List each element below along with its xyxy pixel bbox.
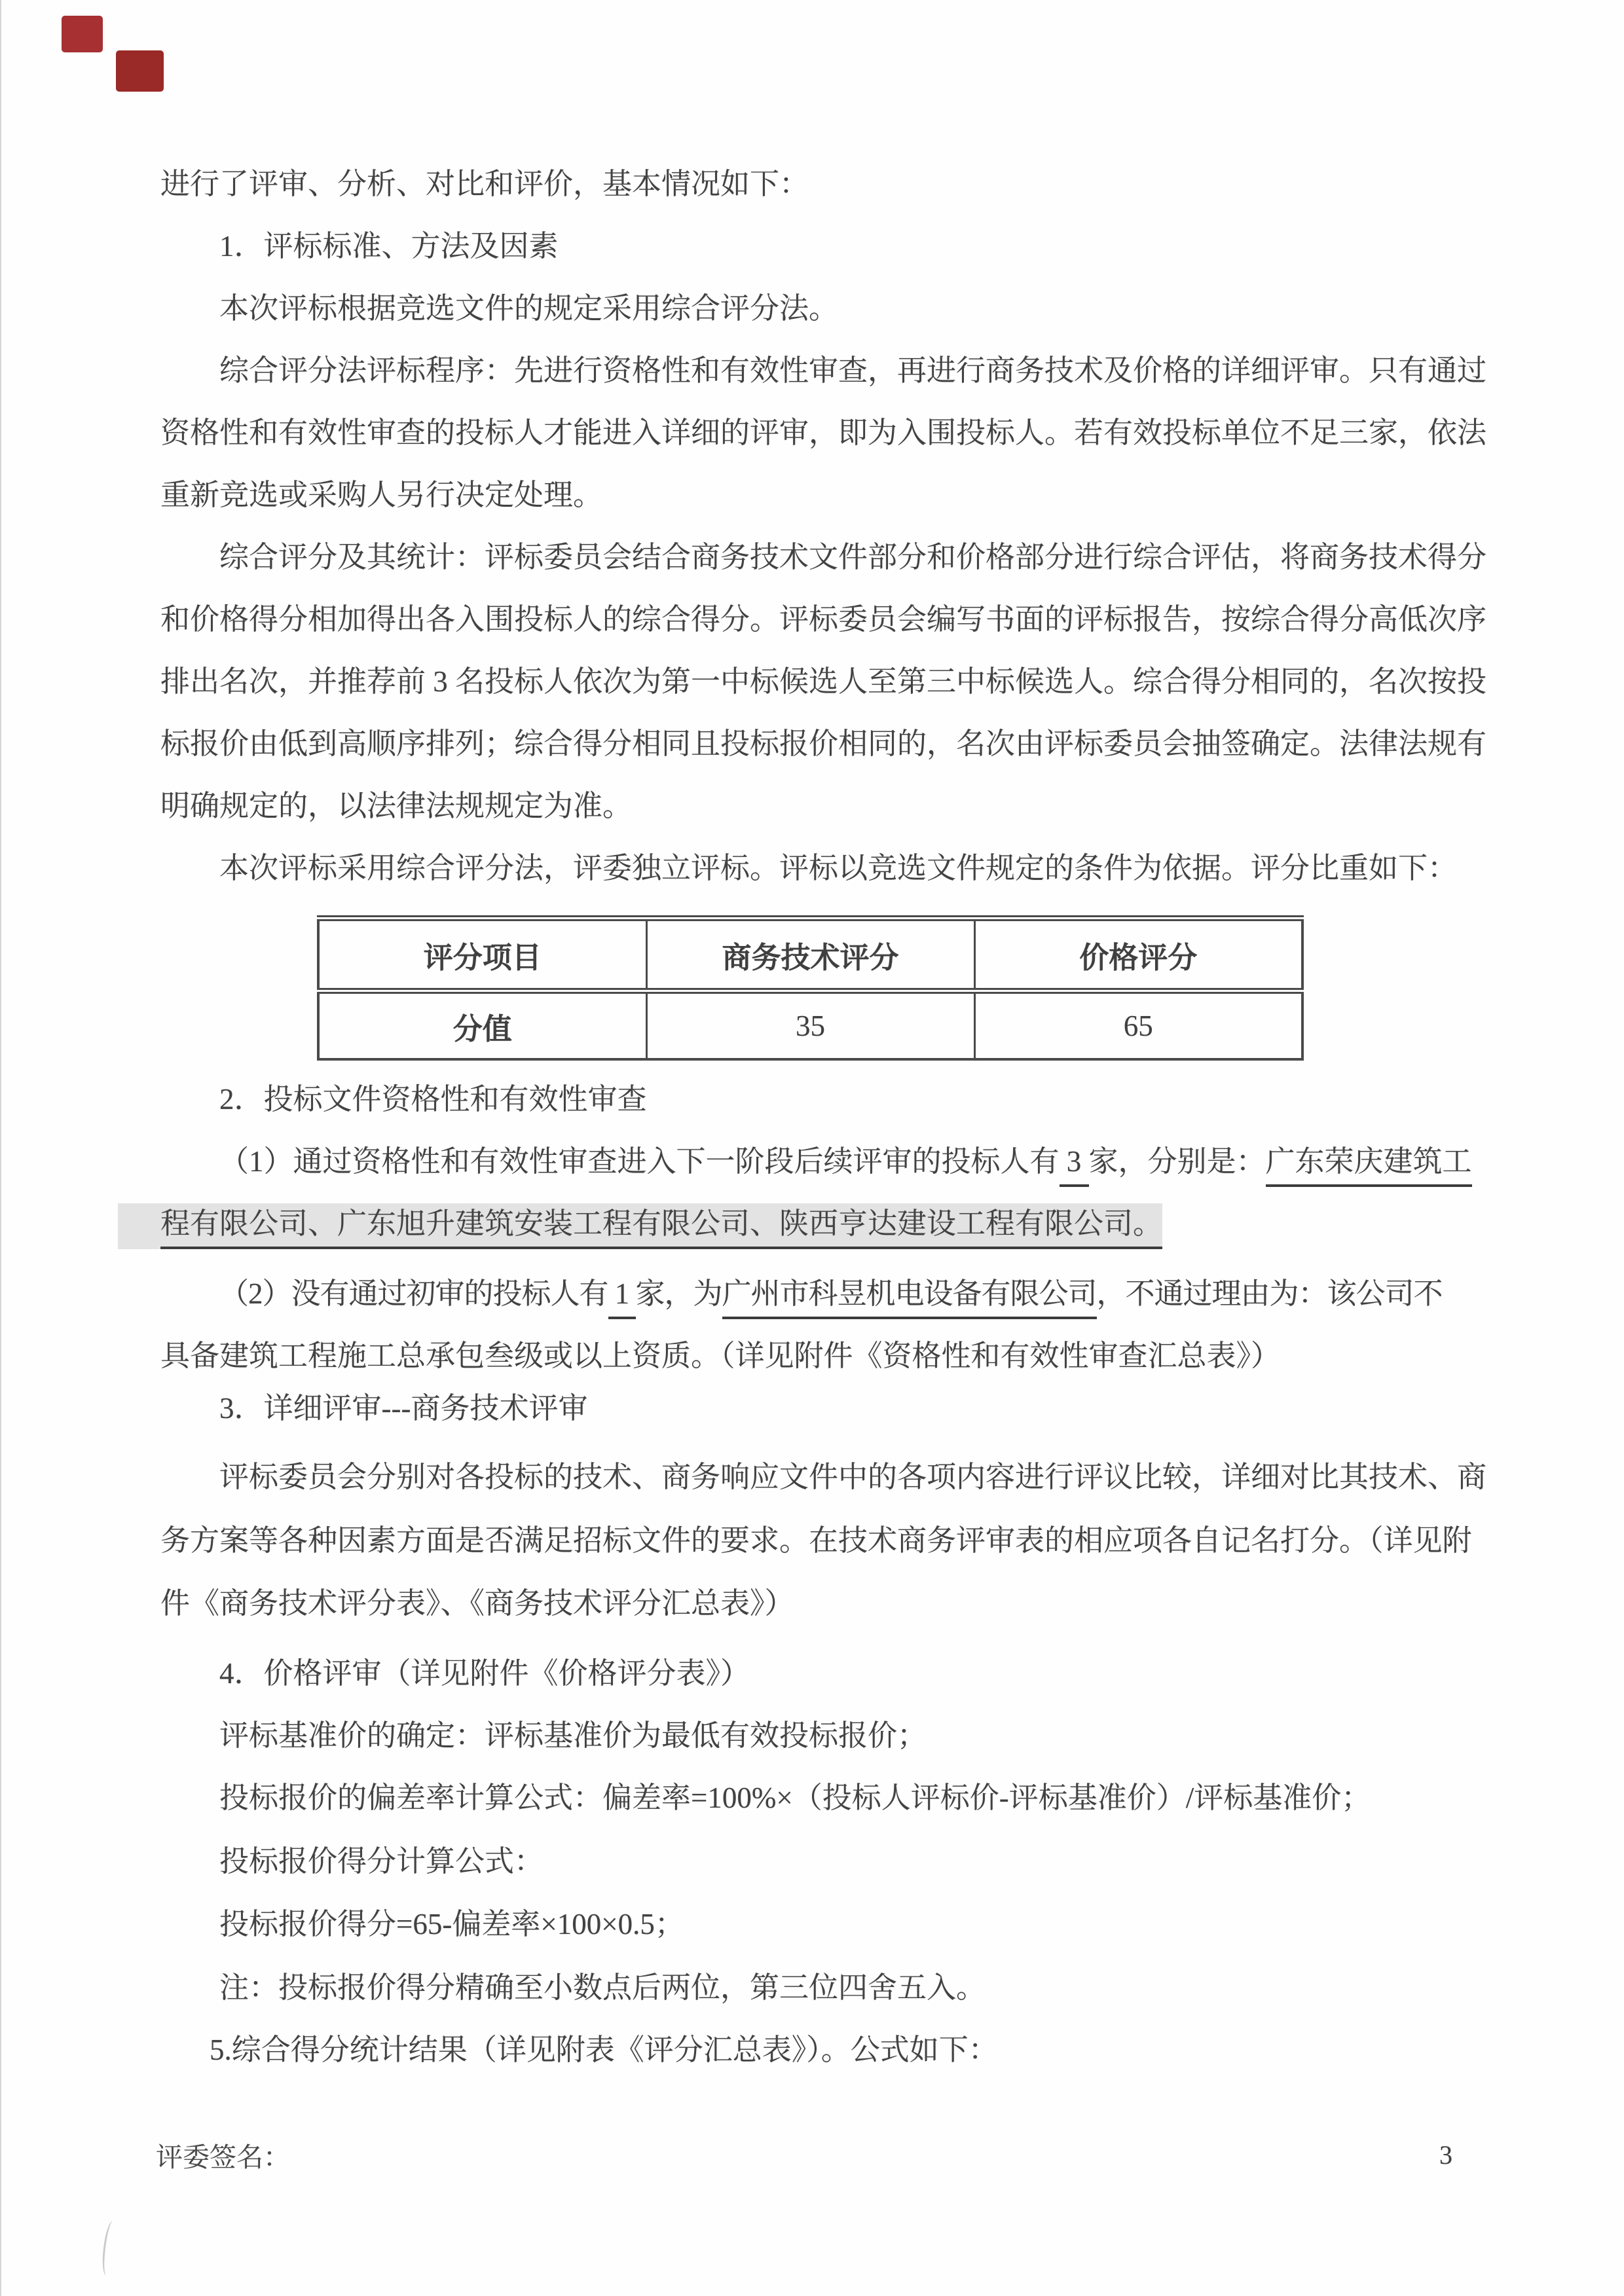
text-segment: 评标委员会分别对各投标的技术、商务响应文件中的各项内容进行评议比较，详细对比其技术、商 (219, 1461, 1487, 1493)
underlined-text: 3 (1060, 1141, 1089, 1187)
text-segment: 家，为 (635, 1277, 722, 1310)
text-segment: 5.综合得分统计结果（详见附表《评分汇总表》）。公式如下： (210, 2033, 998, 2066)
text-segment: （1）通过资格性和有效性审查进入下一阶段后续评审的投标人有 (219, 1145, 1060, 1178)
underlined-text: 广州市科昱机电设备有限公司 (722, 1273, 1097, 1319)
scan-artifact (100, 2220, 119, 2276)
text-segment: 综合评分法评标程序：先进行资格性和有效性审查，再进行商务技术及价格的详细评审。只有通过 (219, 354, 1487, 387)
text-line (219, 1653, 750, 1694)
text-line (219, 1967, 986, 2008)
page-number: 3 (1439, 2140, 1452, 2170)
text-segment: 务方案等各种因素方面是否满足招标文件的要求。在技术商务评审表的相应项各自记名打分。（详见附 (160, 1524, 1472, 1557)
text-line (160, 661, 1486, 702)
score-weight-table-header (318, 919, 1302, 991)
text-segment: 件《商务技术评分表》、《商务技术评分汇总表》） (160, 1587, 794, 1620)
text-segment: 明确规定的，以法律法规规定为准。 (160, 790, 633, 822)
text-line (219, 226, 559, 266)
text-line (219, 1715, 927, 1756)
text-line (160, 1583, 794, 1624)
text-segment: 排出名次，并推荐前 3 名投标人依次为第一中标候选人至第三中标候选人。综合得分相同的，名次按投 (160, 665, 1487, 698)
text-segment: 2．投标文件资格性和有效性审查 (219, 1083, 647, 1116)
text-segment: 投标报价得分计算公式： (219, 1845, 544, 1878)
text-line (160, 164, 809, 204)
signature-label: 评委签名： (156, 2142, 290, 2172)
text-line (160, 723, 1486, 764)
table-header-cell: 价格评分 (974, 919, 1302, 991)
table-row (318, 991, 1302, 1060)
text-line (160, 1203, 1162, 1249)
text-line (219, 1841, 544, 1882)
text-line (160, 475, 602, 515)
table-cell: 35 (646, 991, 974, 1060)
text-segment: 本次评标根据竞选文件的规定采用综合评分法。 (219, 292, 839, 325)
text-line (219, 1141, 1472, 1187)
score-weight-table (317, 915, 1304, 1061)
underlined-text: 程有限公司、广东旭升建筑安装工程有限公司、陕西亨达建设工程有限公司。 (160, 1203, 1162, 1249)
text-line (160, 412, 1486, 453)
table-header-cell: 评分项目 (318, 919, 646, 991)
red-stamp-mark-2 (116, 50, 164, 92)
text-line (219, 350, 1486, 391)
text-segment: 1．评标标准、方法及因素 (219, 230, 559, 263)
table-header-cell: 商务技术评分 (646, 919, 974, 991)
text-line (210, 2030, 998, 2070)
text-segment: （2）没有通过初审的投标人有 (219, 1277, 608, 1310)
table-cell: 65 (974, 991, 1302, 1060)
text-segment: ，不通过理由为：该公司不 (1096, 1277, 1443, 1310)
text-segment: 本次评标采用综合评分法，评委独立评标。评标以竞选文件规定的条件为依据。评分比重如下： (219, 852, 1458, 884)
text-line (219, 537, 1486, 577)
text-segment: 综合评分及其统计：评标委员会结合商务技术文件部分和价格部分进行综合评估，将商务技术得分 (219, 541, 1487, 574)
text-segment: 投标报价得分=65-偏差率×100×0.5； (219, 1908, 684, 1941)
text-line (160, 1520, 1472, 1561)
score-weight-table-body (318, 991, 1302, 1060)
text-segment: 进行了评审、分析、对比和评价，基本情况如下： (160, 168, 809, 200)
text-segment: 家，分别是： (1088, 1145, 1266, 1178)
text-segment: 4．价格评审（详见附件《价格评分表》） (219, 1657, 750, 1690)
text-segment: 3．详细评审---商务技术评审 (219, 1392, 588, 1425)
text-line (160, 1336, 1280, 1376)
text-line (219, 1777, 1371, 1818)
text-segment: 和价格得分相加得出各入围投标人的综合得分。评标委员会编写书面的评标报告，按综合得分高低次序 (160, 603, 1487, 636)
text-line (219, 1273, 1443, 1319)
text-line (219, 1388, 587, 1429)
text-segment: 重新竞选或采购人另行决定处理。 (160, 479, 603, 511)
text-line (219, 1904, 684, 1944)
table-header-row (318, 919, 1302, 991)
text-line (160, 599, 1486, 640)
table-cell: 分值 (318, 991, 646, 1060)
text-segment: 评标基准价的确定：评标基准价为最低有效投标报价； (219, 1719, 927, 1752)
text-line (219, 288, 838, 329)
underlined-text: 1 (608, 1273, 636, 1319)
text-segment: 投标报价的偏差率计算公式：偏差率=100%×（投标人评标价-评标基准价）/评标基准价； (219, 1781, 1371, 1814)
text-line (219, 1457, 1486, 1497)
text-segment: 标报价由低到高顺序排列；综合得分相同且投标报价相同的，名次由评标委员会抽签确定。法律法规有 (160, 727, 1487, 760)
text-segment: 具备建筑工程施工总承包叁级或以上资质。（详见附件《资格性和有效性审查汇总表》） (160, 1339, 1281, 1372)
red-stamp-mark-1 (62, 16, 103, 52)
text-segment: 注：投标报价得分精确至小数点后两位，第三位四舍五入。 (219, 1971, 986, 2004)
text-line (219, 848, 1457, 888)
scan-edge-line (0, 0, 1, 2296)
text-segment: 资格性和有效性审查的投标人才能进入详细的评审，即为入围投标人。若有效投标单位不足三家，依法 (160, 416, 1487, 449)
text-line (219, 1079, 647, 1120)
text-line (160, 786, 632, 826)
underlined-text: 广东荣庆建筑工 (1266, 1141, 1472, 1187)
